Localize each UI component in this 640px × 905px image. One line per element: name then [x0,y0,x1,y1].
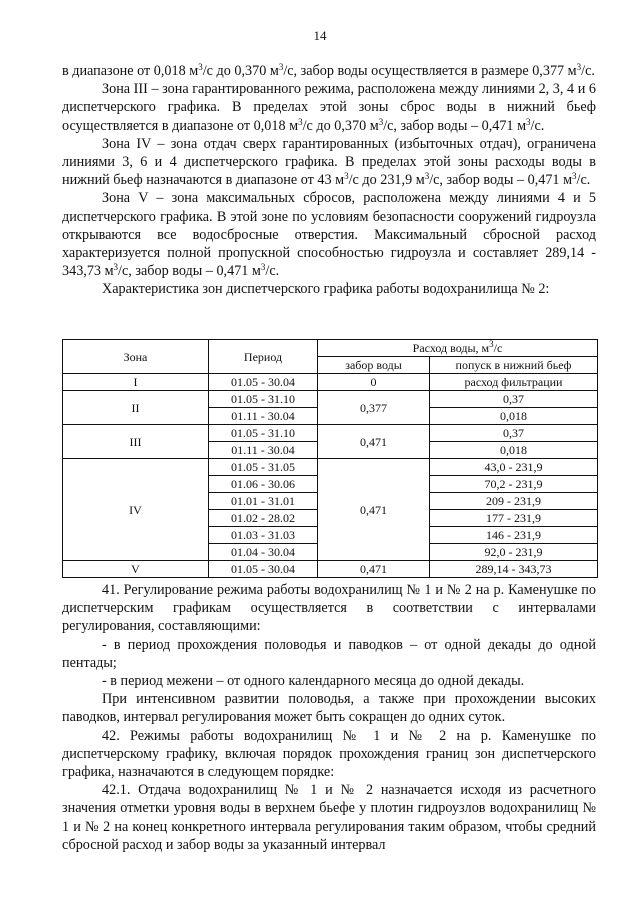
period-cell: 01.01 - 31.01 [209,493,318,510]
period-cell: 01.04 - 30.04 [209,544,318,561]
period-cell: 01.11 - 30.04 [209,408,318,425]
period-cell: 01.06 - 30.06 [209,476,318,493]
paragraph-42-1: 42.1. Отдача водохранилищ № 1 и № 2 назначается исходя из расчетного значения отметки уровня воды в верхнем бьефе у плотин гидроузлов водохранилищ № 1 и № 2 на конец конкретного интервала регулирования таким образом, чтобы средний сбросной расход и забор воды за указанный интервал [62,782,596,853]
release-cell: 177 - 231,9 [430,510,598,527]
header-flow: Расход воды, $м^3/с$ [318,340,598,357]
table-caption: Характеристика зон диспетчерского графика работы водохранилища № 2: [102,281,550,298]
table-row [63,425,598,442]
table-row [63,561,598,578]
intake-cell: 0,377 [318,391,430,425]
zone-cell: II [63,391,209,425]
paragraph-zone-ii-end: в диапазоне от 0,018 $м^3/с$ до 0,370 $м^3/с$, забор воды осуществляется в размере 0,377 $м^3/с$. [62,62,595,79]
release-cell: 0,018 [430,408,598,425]
intake-cell: 0,471 [318,425,430,459]
release-cell: 209 - 231,9 [430,493,598,510]
paragraph-bullet-lowwater: - в период межени – от одного календарного месяца до одной декады. [102,673,525,690]
paragraph-bullet-flood: - в период прохождения половодья и паводков – от одной декады до одной пентады; [62,636,596,671]
page-number: 14 [313,28,327,43]
paragraph-zone-iii: Зона III – зона гарантированного режима, расположена между линиями 2, 3, 4 и 6 диспетчерского графика. В пределах этой зоны сброс воды в нижний бьеф осуществляется в диапазоне от 0,018 $м^3/с$ до 0,370 $м^3/с$, забор воды – 0,471 $м^3/с$. [62,81,596,134]
period-cell: 01.05 - 31.05 [209,459,318,476]
release-cell: 289,14 - 343,73 [430,561,598,578]
paragraph-flood-interval: При интенсивном развитии половодья, а также при прохождении высоких паводков, интервал регулирования может быть сокращен до одних суток. [62,691,596,726]
release-cell: 0,37 [430,425,598,442]
header-intake: забор воды [318,357,430,374]
release-cell: 0,37 [430,391,598,408]
period-cell: 01.05 - 30.04 [209,561,318,578]
intake-cell: 0,471 [318,561,430,578]
table-row [63,374,598,391]
period-cell: 01.03 - 31.03 [209,527,318,544]
period-cell: 01.05 - 31.10 [209,425,318,442]
header-release: попуск в нижний бьеф [430,357,598,374]
zone-cell: I [63,374,209,391]
release-cell: 146 - 231,9 [430,527,598,544]
intake-cell: 0,471 [318,459,430,561]
release-cell: 92,0 - 231,9 [430,544,598,561]
paragraph-zone-v: Зона V – зона максимальных сбросов, расположена между линиями 4 и 5 диспетчерского графика. В этой зоне по условиям безопасности сооружений гидроузла открываются все водосбросные отверстия. Максимальный сбросной расход характеризуется полной пропускной способностью гидроузла и составляет 289,14 - 343,73 $м^3/с$, забор воды – 0,471 $м^3/с$. [62,190,596,280]
period-cell: 01.11 - 30.04 [209,442,318,459]
table-row [63,459,598,476]
zone-cell: IV [63,459,209,561]
paragraph-41: 41. Регулирование режима работы водохранилищ № 1 и № 2 на р. Каменушке по диспетчерским графикам осуществляется в соответствии с интервалами регулирования, составляющими: [62,582,596,635]
release-cell: 43,0 - 231,9 [430,459,598,476]
header-zone: Зона [63,340,209,374]
release-cell: 0,018 [430,442,598,459]
release-cell: 70,2 - 231,9 [430,476,598,493]
period-cell: 01.05 - 30.04 [209,374,318,391]
text-block-top [62,62,596,299]
paragraph-zone-iv: Зона IV – зона отдач сверх гарантированных (избыточных отдач), ограничена линиями 3, 6 и 4 диспетчерского графика. В пределах этой зоны расходы воды в нижний бьеф назначаются в диапазоне от 43 $м^3/с$ до 231,9 $м^3/с$, забор воды – 0,471 $м^3/с$. [62,135,596,189]
period-cell: 01.05 - 31.10 [209,391,318,408]
header-period: Период [209,340,318,374]
paragraph-42: 42. Режимы работы водохранилищ № 1 и № 2 на р. Каменушке по диспетчерскому графику, включая порядок прохождения границ зон диспетчерского графика, назначаются в следующем порядке: [62,727,596,781]
zones-table [62,339,598,578]
intake-cell: 0 [318,374,430,391]
zone-cell: V [63,561,209,578]
zone-cell: III [63,425,209,459]
release-cell: расход фильтрации [430,374,598,391]
period-cell: 01.02 - 28.02 [209,510,318,527]
table-row [63,391,598,408]
text-block-bottom [62,581,596,854]
